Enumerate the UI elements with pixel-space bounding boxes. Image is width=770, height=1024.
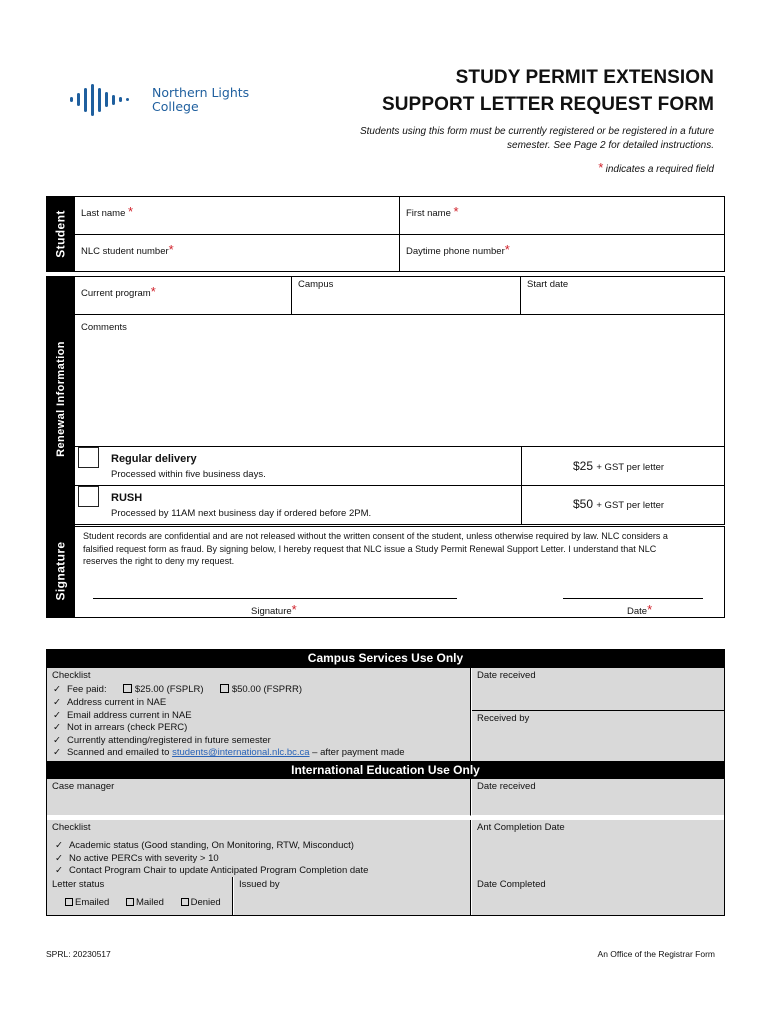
status-emailed-option[interactable]	[65, 897, 109, 908]
program-field[interactable]	[74, 276, 292, 315]
regular-delivery-checkbox[interactable]	[78, 447, 99, 468]
regular-delivery-title: Regular delivery	[111, 453, 197, 465]
required-star: *	[168, 242, 174, 257]
intl-checklist-cell	[47, 820, 471, 877]
signature-section-label: Signature	[53, 541, 68, 601]
check-icon: ✓	[55, 865, 63, 876]
date-completed-label: Date Completed	[477, 879, 546, 890]
signature-sidebar	[46, 526, 75, 618]
required-note	[598, 160, 714, 175]
regular-delivery-row	[74, 446, 725, 486]
check-icon: ✓	[55, 852, 63, 864]
signature-block	[74, 526, 725, 618]
checklist-item-text: Currently attending/registered in future semester	[66, 734, 271, 746]
logo-text	[152, 86, 249, 114]
last-name-label: Last name	[81, 208, 126, 219]
checklist-item-text: Not in arrears (check PERC)	[66, 722, 188, 733]
campus-label: Campus	[298, 279, 334, 290]
campus-received-by-label: Received by	[477, 713, 530, 724]
check-icon: ✓	[53, 747, 61, 758]
divider	[521, 447, 522, 485]
status-denied-label: Denied	[190, 897, 221, 908]
status-options	[65, 897, 221, 910]
comments-field[interactable]	[74, 314, 725, 447]
rush-delivery-row	[74, 485, 725, 525]
rush-desc: Processed by 11AM next business day if ordered before 2PM.	[111, 508, 372, 519]
check-icon: ✓	[53, 709, 61, 721]
first-name-field[interactable]	[399, 196, 725, 235]
renewal-section-label: Renewal Information	[55, 341, 67, 457]
regular-delivery-desc: Processed within five business days.	[111, 469, 266, 480]
fee-paid-label: Fee paid:	[66, 684, 107, 695]
status-denied-option[interactable]	[181, 897, 221, 908]
rush-price-suffix: + GST per letter	[596, 500, 665, 511]
checkbox-icon	[65, 898, 73, 906]
campus-checklist-cell	[47, 668, 471, 761]
check-icon: ✓	[53, 722, 61, 733]
required-star: *	[150, 284, 156, 299]
signature-label-text: Signature	[251, 606, 292, 617]
checklist-item	[53, 697, 405, 710]
required-note-text: indicates a required field	[605, 164, 714, 175]
rush-delivery-checkbox[interactable]	[78, 486, 99, 507]
checklist-item	[55, 865, 368, 878]
date-label	[627, 602, 652, 617]
rush-title: RUSH	[111, 492, 143, 504]
regular-price-amount: $25	[573, 459, 594, 473]
program-label: Current program	[81, 288, 151, 299]
phone-field[interactable]	[399, 234, 725, 272]
required-star: *	[597, 160, 603, 175]
check-icon: ✓	[53, 697, 61, 708]
check-icon: ✓	[55, 840, 63, 851]
checklist-item	[55, 853, 368, 866]
status-emailed-label: Emailed	[75, 897, 110, 908]
renewal-sidebar	[46, 276, 75, 526]
checklist-item	[53, 747, 405, 760]
required-star: *	[453, 204, 459, 219]
regular-price-suffix: + GST per letter	[596, 462, 665, 473]
ant-completion-label: Ant Completion Date	[477, 822, 565, 833]
required-star: *	[128, 204, 134, 219]
checklist-item-text: No active PERCs with severity > 10	[68, 852, 219, 864]
fee-50-label: $50.00 (FSPRR)	[231, 684, 303, 695]
form-title	[382, 64, 714, 118]
signature-line[interactable]	[93, 598, 457, 599]
rush-price-amount: $50	[573, 497, 594, 511]
checklist-item-text: Contact Program Chair to update Anticipated Program Completion date	[68, 865, 369, 876]
international-bar: International Education Use Only	[46, 761, 725, 779]
intro-line-1: Students using this form must be currently registered or be registered in a future	[359, 126, 714, 137]
check-icon: ✓	[53, 734, 61, 746]
intl-checklist-label: Checklist	[52, 822, 91, 833]
date-completed-cell[interactable]	[472, 877, 724, 915]
fee-25-checkbox[interactable]	[123, 684, 132, 693]
case-manager-label: Case manager	[52, 781, 115, 792]
required-star: *	[504, 242, 510, 257]
form-code: SPRL: 20230517	[46, 949, 111, 959]
checklist-item	[55, 840, 368, 853]
regular-price	[573, 459, 664, 473]
last-name-field[interactable]	[74, 196, 400, 235]
student-sidebar	[46, 196, 75, 272]
checklist-item	[53, 735, 405, 748]
rush-price	[573, 497, 664, 511]
required-star: *	[291, 602, 297, 617]
title-line-1: STUDY PERMIT EXTENSION	[455, 67, 714, 88]
campus-date-received-label: Date received	[477, 670, 536, 681]
campus-checklist-items	[53, 697, 405, 760]
fee-50-checkbox[interactable]	[220, 684, 229, 693]
case-manager-cell[interactable]	[47, 779, 471, 816]
fee-paid-row	[53, 684, 302, 697]
logo-mark-icon	[70, 82, 136, 122]
check-icon: ✓	[53, 684, 61, 695]
ant-completion-cell[interactable]	[472, 820, 724, 877]
required-star: *	[647, 602, 653, 617]
checkbox-icon	[181, 898, 189, 906]
campus-checklist-label: Checklist	[52, 670, 91, 681]
letter-status-cell	[47, 877, 233, 915]
letter-status-label: Letter status	[52, 879, 105, 890]
checklist-item-text: Address current in NAE	[66, 697, 167, 708]
intl-checklist-items	[55, 840, 368, 878]
intl-date-received-label: Date received	[477, 781, 536, 792]
issued-by-cell[interactable]	[234, 877, 471, 915]
intro-text	[294, 125, 714, 153]
campus-services-bar: Campus Services Use Only	[46, 649, 725, 668]
start-date-label: Start date	[527, 279, 569, 290]
checklist-item-text: Email address current in NAE	[66, 709, 192, 721]
fee-25-label: $25.00 (FSPLR)	[134, 684, 204, 695]
student-section-label: Student	[53, 210, 68, 258]
date-line[interactable]	[563, 598, 703, 599]
status-mailed-option[interactable]	[126, 897, 164, 908]
campus-received-by-cell[interactable]	[472, 711, 724, 761]
checkbox-icon	[126, 898, 134, 906]
issued-by-label: Issued by	[239, 879, 280, 890]
student-number-field[interactable]	[74, 234, 400, 272]
students-email-link[interactable]: students@international.nlc.bc.ca	[172, 747, 310, 758]
divider	[521, 486, 522, 524]
scanned-prefix: Scanned and emailed to	[66, 747, 170, 758]
logo-line-1: Northern Lights	[152, 85, 250, 100]
office-note: An Office of the Registrar Form	[597, 949, 715, 959]
consent-text: Student records are confidential and are not released without the written consent of the student, unless otherwise required by law. NLC considers a falsified request form as fraud. By signing below, I hereby request that NLC issue a Study Permit Renewal Support Letter. I understand that NLC reserves the right to deny my request.	[83, 531, 668, 567]
start-date-field[interactable]	[520, 276, 725, 315]
phone-label: Daytime phone number	[406, 246, 505, 257]
intl-date-received-cell[interactable]	[472, 779, 724, 816]
scanned-suffix: – after payment made	[312, 747, 405, 758]
status-mailed-label: Mailed	[135, 897, 164, 908]
date-label-text: Date	[627, 606, 648, 617]
checklist-item-text: Academic status (Good standing, On Monitoring, RTW, Misconduct)	[68, 840, 354, 851]
campus-field[interactable]	[291, 276, 521, 315]
logo-line-2: College	[152, 99, 199, 114]
checklist-item	[53, 710, 405, 723]
checklist-item	[53, 722, 405, 735]
student-number-label: NLC student number	[81, 246, 169, 257]
comments-label: Comments	[81, 322, 127, 333]
signature-label	[251, 602, 297, 617]
intro-line-2: semester. See Page 2 for detailed instructions.	[507, 140, 714, 151]
college-logo	[70, 82, 270, 122]
title-line-2: SUPPORT LETTER REQUEST FORM	[381, 94, 714, 115]
campus-date-received-cell[interactable]	[472, 668, 724, 711]
first-name-label: First name	[406, 208, 451, 219]
